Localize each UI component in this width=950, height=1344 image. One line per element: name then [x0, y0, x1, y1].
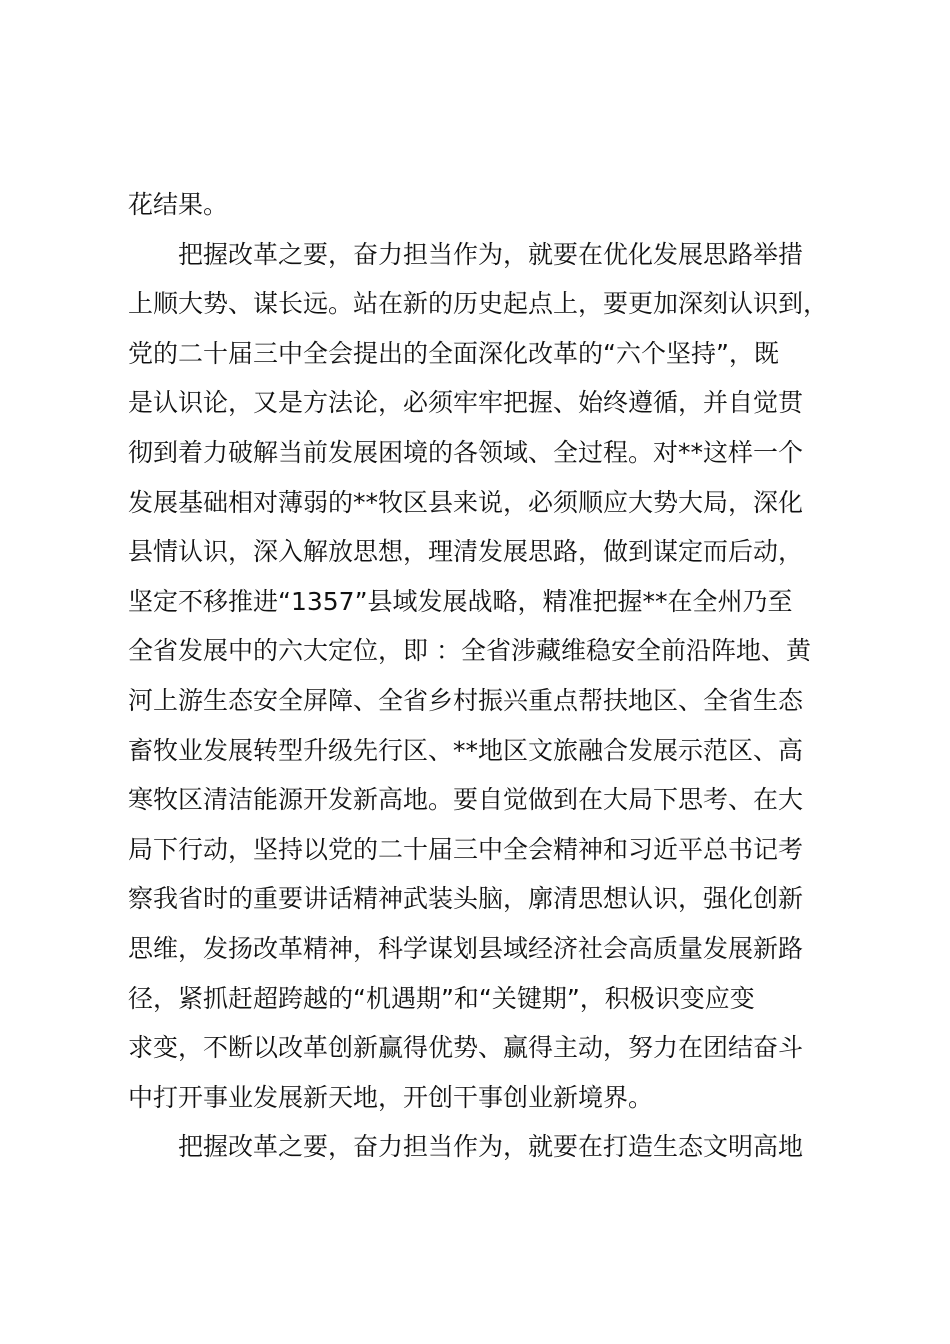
text-line: 坚定不移推进“1357”县域发展战略，精准把握**在全州乃至 [128, 586, 793, 616]
text-line: 是认识论，又是方法论，必须牢牢把握、始终遵循，并自觉贯 [128, 388, 804, 418]
text-line: 花结果。 [128, 190, 229, 219]
text-line: 彻到着力破解当前发展困境的各领域、全过程。对**这样一个 [128, 437, 804, 467]
text-line: 寒牧区清洁能源开发新高地。要自觉做到在大局下思考、在大 [128, 785, 804, 815]
text-line: 求变，不断以改革创新赢得优势、赢得主动，努力在团结奋斗 [128, 1033, 804, 1063]
paragraph-first-line: 把握改革之要，奋力担当作为，就要在打造生态文明高地 [178, 1132, 804, 1162]
text-line: 河上游生态安全屏障、全省乡村振兴重点帮扶地区、全省生态 [128, 685, 804, 715]
text-line: 上顺大势、谋长远。站在新的历史起点上，要更加深刻认识到， [128, 289, 829, 319]
text-line: 发展基础相对薄弱的**牧区县来说，必须顺应大势大局，深化 [128, 487, 804, 517]
text-line: 党的二十届三中全会提出的全面深化改革的“六个坚持”，既 [128, 338, 779, 368]
text-line: 局下行动，坚持以党的二十届三中全会精神和习近平总书记考 [128, 834, 804, 864]
text-line: 径，紧抓赶超跨越的“机遇期”和“关键期”，积极识变应变 [128, 983, 755, 1013]
text-line: 中打开事业发展新天地，开创干事创业新境界。 [128, 1082, 654, 1112]
text-line: 思维，发扬改革精神，科学谋划县域经济社会高质量发展新路 [128, 933, 804, 963]
paragraph-first-line: 把握改革之要，奋力担当作为，就要在优化发展思路举措 [178, 239, 804, 269]
text-line: 察我省时的重要讲话精神武装头脑，廓清思想认识，强化创新 [128, 884, 804, 914]
text-line: 全省发展中的六大定位，即 ：全省涉藏维稳安全前沿阵地、黄 [128, 636, 811, 666]
text-line: 县情认识，深入解放思想，理清发展思路，做到谋定而后动， [128, 537, 804, 567]
text-line: 畜牧业发展转型升级先行区、**地区文旅融合发展示范区、高 [128, 735, 804, 765]
body-text [128, 180, 838, 1172]
